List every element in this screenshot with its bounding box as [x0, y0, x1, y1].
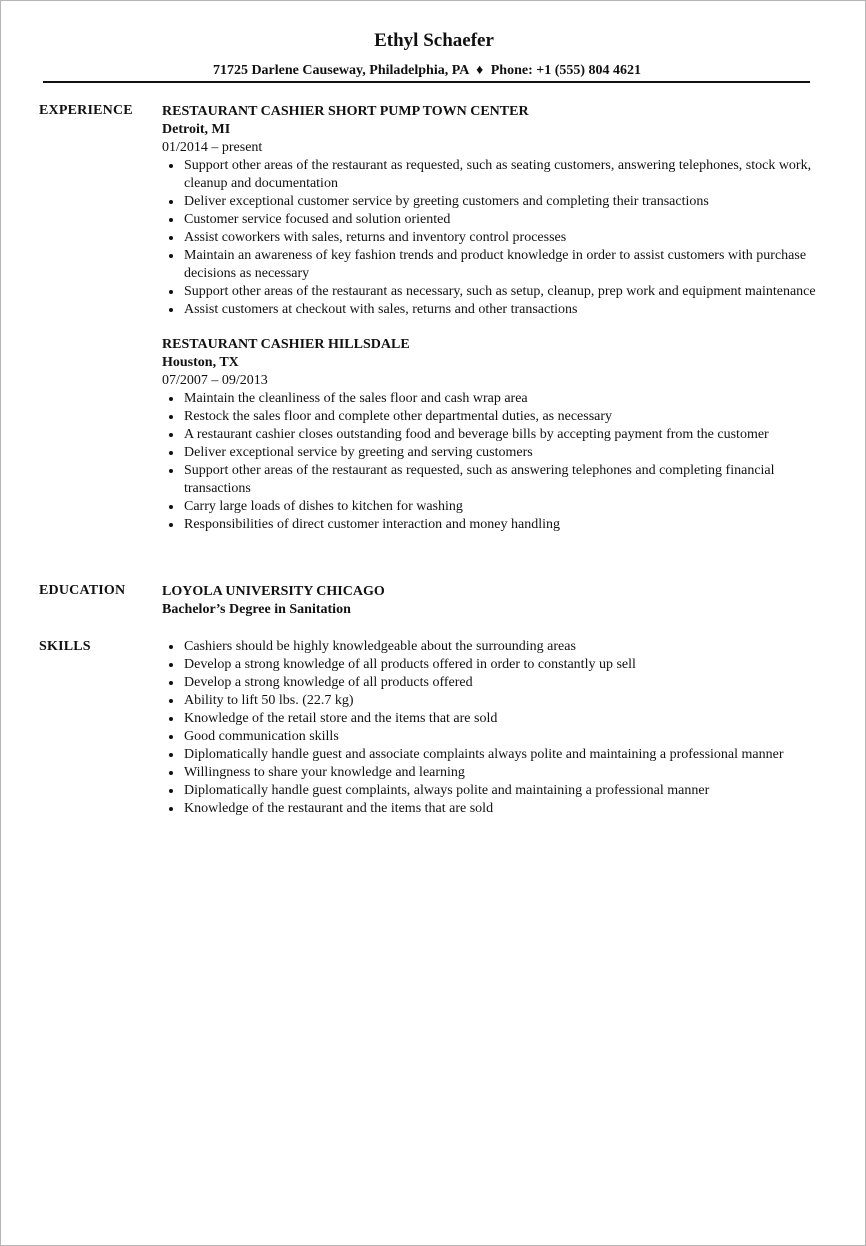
education-label: EDUCATION [39, 583, 126, 598]
list-item: Knowledge of the retail store and the items that are sold [162, 710, 822, 728]
list-item: Develop a strong knowledge of all products offered [162, 674, 822, 692]
diamond-separator-icon: ♦ [476, 63, 484, 78]
job-title: RESTAURANT CASHIER SHORT PUMP TOWN CENTER [162, 104, 529, 119]
job-location: Detroit, MI [162, 122, 231, 137]
list-item: Good communication skills [162, 728, 822, 746]
list-item: A restaurant cashier closes outstanding food and beverage bills by accepting payment from the customer [162, 426, 822, 444]
skills-list [162, 638, 822, 818]
address: 71725 Darlene Causeway, Philadelphia, PA [212, 63, 469, 78]
list-item: Deliver exceptional customer service by greeting customers and completing their transactions [162, 193, 822, 211]
job-duties [162, 390, 822, 534]
school-name: LOYOLA UNIVERSITY CHICAGO [162, 584, 385, 599]
list-item: Support other areas of the restaurant as necessary, such as setup, cleanup, prep work and equipment maintenance [162, 283, 822, 301]
experience-label: EXPERIENCE [39, 103, 133, 118]
contact-line [1, 62, 853, 80]
skills-label: SKILLS [39, 639, 91, 654]
job-entry [162, 103, 822, 319]
list-item: Support other areas of the restaurant as requested, such as answering telephones and completing financial transactions [162, 462, 822, 498]
job-location: Houston, TX [162, 355, 239, 370]
candidate-name: Ethyl Schaefer [374, 30, 494, 51]
list-item: Assist coworkers with sales, returns and inventory control processes [162, 229, 822, 247]
job-entry [162, 336, 822, 534]
degree: Bachelor’s Degree in Sanitation [162, 602, 351, 617]
list-item: Knowledge of the restaurant and the items that are sold [162, 800, 822, 818]
list-item: Cashiers should be highly knowledgeable about the surrounding areas [162, 638, 822, 656]
skills-section [162, 638, 822, 818]
list-item: Maintain an awareness of key fashion trends and product knowledge in order to assist customers with purchase decisions as necessary [162, 247, 822, 283]
list-item: Willingness to share your knowledge and learning [162, 764, 822, 782]
phone: Phone: +1 (555) 804 4621 [490, 63, 642, 78]
list-item: Carry large loads of dishes to kitchen for washing [162, 498, 822, 516]
list-item: Maintain the cleanliness of the sales floor and cash wrap area [162, 390, 822, 408]
list-item: Diplomatically handle guest complaints, always polite and maintaining a professional manner [162, 782, 822, 800]
list-item: Responsibilities of direct customer interaction and money handling [162, 516, 822, 534]
job-dates: 07/2007 – 09/2013 [162, 373, 268, 388]
list-item: Ability to lift 50 lbs. (22.7 kg) [162, 692, 822, 710]
job-title: RESTAURANT CASHIER HILLSDALE [162, 337, 410, 352]
job-duties [162, 157, 822, 319]
list-item: Restock the sales floor and complete other departmental duties, as necessary [162, 408, 822, 426]
list-item: Develop a strong knowledge of all products offered in order to constantly up sell [162, 656, 822, 674]
job-dates: 01/2014 – present [162, 140, 263, 155]
list-item: Customer service focused and solution oriented [162, 211, 822, 229]
list-item: Support other areas of the restaurant as requested, such as seating customers, answering telephones, stock work, cleanup and documentation [162, 157, 822, 193]
experience-section [162, 103, 822, 534]
list-item: Deliver exceptional service by greeting and serving customers [162, 444, 822, 462]
education-section [162, 583, 822, 619]
header-divider [43, 81, 810, 83]
list-item: Diplomatically handle guest and associate complaints always polite and maintaining a professional manner [162, 746, 822, 764]
list-item: Assist customers at checkout with sales, returns and other transactions [162, 301, 822, 319]
